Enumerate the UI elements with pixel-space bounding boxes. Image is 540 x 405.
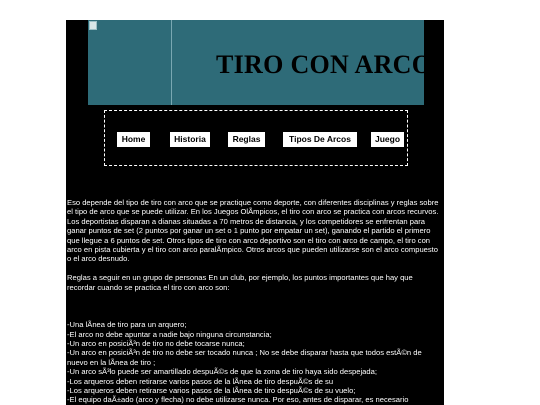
spacer [67, 301, 442, 310]
header-banner [88, 20, 433, 105]
list-item: -Los arqueros deben retirarse varios pasos de la lÃnea de tiro despuÃ©s de su [67, 376, 334, 386]
site-title: TIRO CON ARCO [216, 50, 433, 79]
banner-image [88, 20, 172, 105]
nav-historia-button[interactable]: Historia [170, 132, 210, 147]
page-container [66, 20, 444, 405]
list-item: -Un arco en posiciÃ³n de tiro no debe tocarse nunca; [67, 339, 245, 349]
broken-image-icon [89, 21, 97, 30]
nav-bar [104, 110, 408, 166]
list-item: -El equipo daÃ±ado (arco y flecha) no debe utilizarse nunca. Por eso, antes de disparar, es necesario [67, 395, 409, 405]
intro-paragraph: Eso depende del tipo de tiro con arco que se practique como deporte, con diferentes disciplinas y reglas sobre el tipo de arco que se puede utilizar. En los Juegos OlÃmpicos, el tiro con arco se practica con arcos recurvos. Los deportistas disparan a dianas situadas a 70 metros de distancia, y los competidores se enfrentan para ganar puntos de set (2 puntos por ganar un set o 1 punto por empatar un set), ganando el partido el primero que llegue a 6 puntos de set. Otros tipos de tiro con arco deportivo son el tiro con arco de campo, el tiro con arco en pista cubierta y el tiro con arco paralÃmpico. Otros arcos que pueden utilizarse son el arco compuesto o el arco desnudo. [67, 198, 439, 264]
list-item: -Los arqueros deben retirarse varios pasos de la lÃnea de tiro despuÃ©s de su vuelo; [67, 386, 356, 396]
list-item: -Un arco en posiciÃ³n de tiro no debe ser tocado nunca ; No se debe disparar hasta que todos estÃ©n de nuevo en la lÃnea de tiro ; [67, 348, 422, 367]
list-item: -Una lÃnea de tiro para un arquero; [67, 320, 187, 330]
nav-home-button[interactable]: Home [117, 132, 150, 147]
nav-juego-button[interactable]: Juego [371, 132, 404, 147]
nav-tipos-de-arcos-button[interactable]: Tipos De Arcos [283, 132, 357, 147]
rules-intro-paragraph: Reglas a seguir en un grupo de personas En un club, por ejemplo, los puntos importantes que hay que recordar cuando se practica el tiro con arco son: [67, 273, 413, 292]
list-item: -Un arco sÃ³lo puede ser amartillado despuÃ©s de que la zona de tiro haya sido despejada; [67, 367, 377, 377]
main-content [67, 198, 442, 405]
nav-reglas-button[interactable]: Reglas [228, 132, 265, 147]
list-item: -El arco no debe apuntar a nadie bajo ninguna circunstancia; [67, 329, 272, 339]
rules-list [67, 320, 442, 405]
